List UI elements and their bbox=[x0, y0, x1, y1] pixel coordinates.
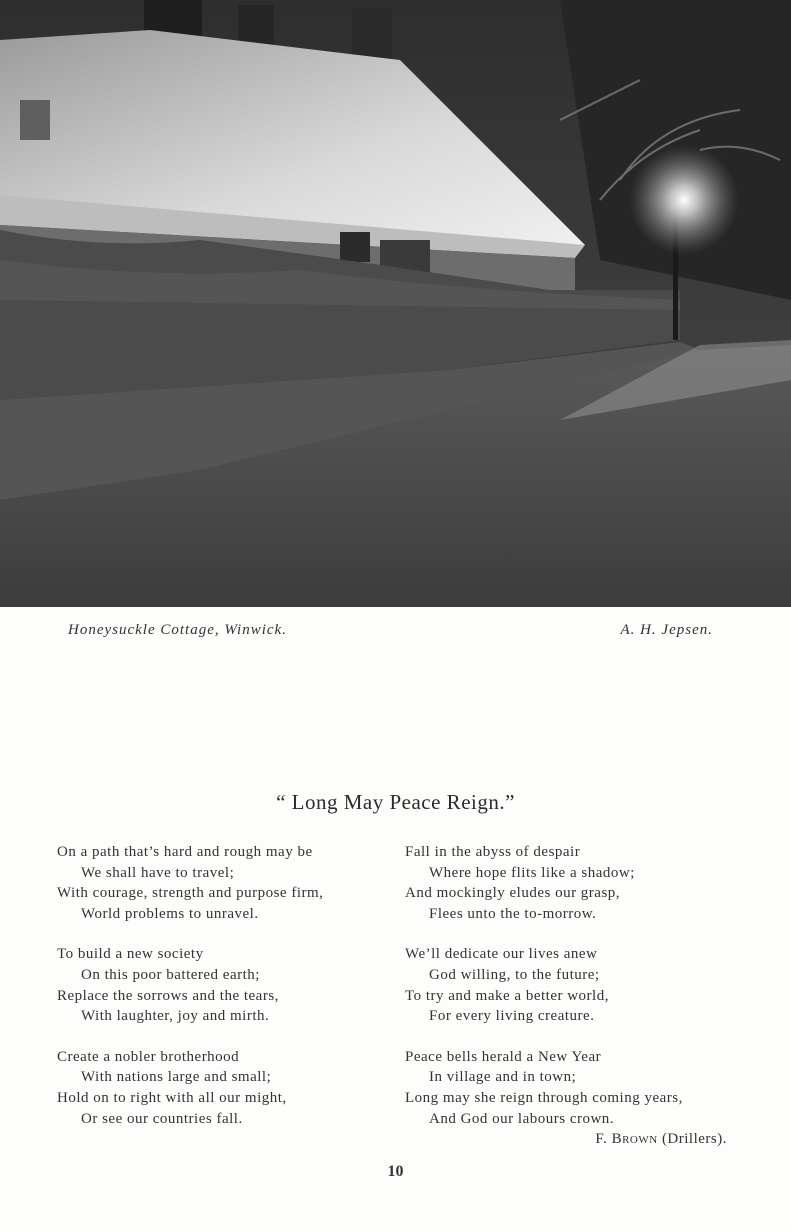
poem-author bbox=[405, 1129, 727, 1150]
stanza bbox=[57, 1047, 387, 1129]
poem-line: Flees unto the to-morrow. bbox=[429, 905, 597, 922]
photo-title: Honeysuckle Cottage, Winwick. bbox=[68, 622, 287, 638]
poem-title: “ Long May Peace Reign.” bbox=[276, 790, 515, 814]
poem-line: In village and in town; bbox=[429, 1069, 577, 1086]
poem-line: On this poor battered earth; bbox=[81, 966, 260, 983]
poem-line: For every living creature. bbox=[429, 1008, 595, 1025]
poem-column-left bbox=[57, 842, 387, 1149]
poem-column-right bbox=[405, 842, 735, 1150]
poem-line: With nations large and small; bbox=[81, 1069, 272, 1086]
poem-line: Where hope flits like a shadow; bbox=[429, 864, 635, 881]
photographer-credit: A. H. Jepsen. bbox=[620, 622, 713, 638]
poem-line: Long may she reign through coming years, bbox=[405, 1089, 683, 1106]
stanza bbox=[405, 1047, 735, 1129]
poem-line: God willing, to the future; bbox=[429, 966, 600, 983]
poem-line: With laughter, joy and mirth. bbox=[81, 1008, 270, 1025]
poem-line: We’ll dedicate our lives anew bbox=[405, 946, 598, 963]
stanza bbox=[57, 842, 387, 924]
poem-line: On a path that’s hard and rough may be bbox=[57, 844, 313, 860]
poem-line: To build a new society bbox=[57, 946, 204, 963]
poem-line: To try and make a better world, bbox=[405, 987, 609, 1004]
stanza bbox=[57, 944, 387, 1026]
poem-line: We shall have to travel; bbox=[81, 864, 235, 881]
poem-line: And mockingly eludes our grasp, bbox=[405, 885, 621, 902]
stanza bbox=[405, 842, 735, 924]
poem-line: Peace bells herald a New Year bbox=[405, 1048, 602, 1065]
poem-line: Fall in the abyss of despair bbox=[405, 844, 581, 860]
author-name: F. Brown bbox=[595, 1131, 658, 1148]
poem-line: Hold on to right with all our might, bbox=[57, 1089, 287, 1106]
stanza bbox=[405, 944, 735, 1026]
cottage-photograph bbox=[0, 0, 791, 607]
author-note: (Drillers). bbox=[661, 1131, 727, 1148]
page-number: 10 bbox=[387, 1163, 404, 1180]
poem-line: Replace the sorrows and the tears, bbox=[57, 987, 279, 1004]
photo-caption bbox=[0, 622, 791, 646]
photo-illustration bbox=[0, 0, 791, 607]
poem-line: Or see our countries fall. bbox=[81, 1110, 243, 1127]
poem-line: World problems to unravel. bbox=[81, 905, 259, 922]
poem-line: Create a nobler brotherhood bbox=[57, 1048, 240, 1065]
poem-line: With courage, strength and purpose firm, bbox=[57, 885, 324, 902]
poem-line: And God our labours crown. bbox=[429, 1110, 615, 1127]
